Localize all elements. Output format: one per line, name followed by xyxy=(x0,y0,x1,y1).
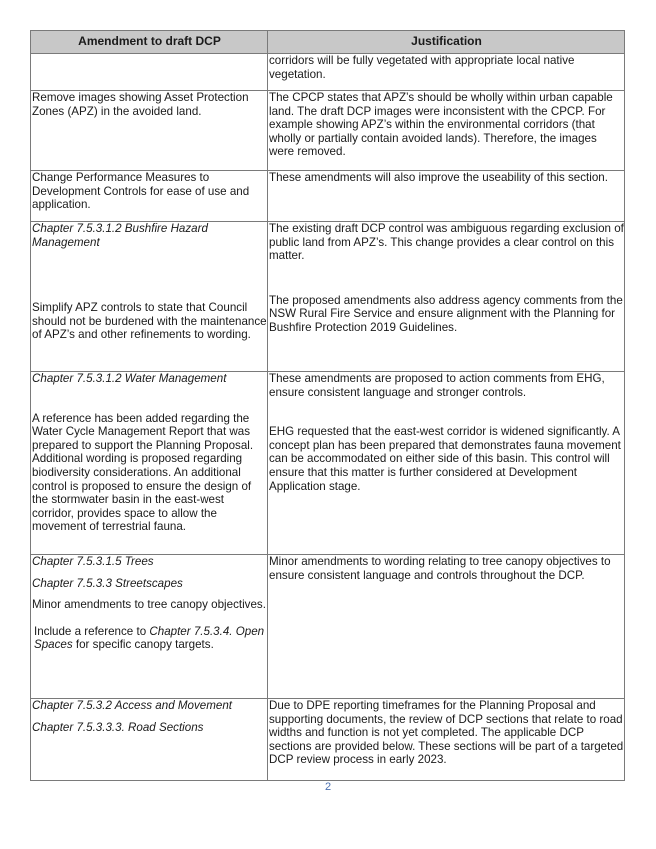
header-amendment: Amendment to draft DCP xyxy=(31,31,268,54)
justification-cell: These amendments will also improve the useability of this section. xyxy=(268,171,625,222)
chapter-heading: Chapter 7.5.3.3 Streetscapes xyxy=(32,576,183,590)
chapter-heading: Chapter 7.5.3.1.5 Trees xyxy=(32,555,154,568)
justification-cell: Minor amendments to wording relating to tree canopy objectives to ensure consistent language and controls throughout the DCP. xyxy=(268,555,625,699)
amendment-cell: Change Performance Measures to Development Controls for ease of use and application. xyxy=(31,171,268,222)
amendment-cell: Remove images showing Asset Protection Zones (APZ) in the avoided land. xyxy=(31,91,268,171)
chapter-heading: Chapter 7.5.3.2 Access and Movement xyxy=(32,699,232,712)
table-row xyxy=(31,171,625,222)
amendment-cell xyxy=(31,54,268,91)
chapter-heading: Chapter 7.5.3.3.3. Road Sections xyxy=(32,720,204,734)
justification-cell: These amendments are proposed to action comments from EHG, ensure consistent language and stronger controls. EHG requested that the east-west corridor is widened significantly. A concept plan has been prepared that demonstrates fauna movement can be accommodated on either side of this basin. This control will ensure that this matter is further considered at Development Application stage. xyxy=(268,372,625,555)
justification-cell: The CPCP states that APZ’s should be wholly within urban capable land. The draft DCP images were inconsistent with the CPCP. For example showing APZ’s within the environmental corridors (that wholly or partially contain avoided lands). Therefore, the images were removed. xyxy=(268,91,625,171)
open-spaces-reference: Include a reference to Chapter 7.5.3.4. Open Spaces for specific canopy targets. xyxy=(34,624,265,652)
table-header-row xyxy=(31,31,625,54)
amendment-cell xyxy=(31,699,268,781)
chapter-heading: Chapter 7.5.3.1.2 Bushfire Hazard Management xyxy=(32,222,208,249)
amendment-cell: Chapter 7.5.3.1.2 Water Management A reference has been added regarding the Water Cycle Management Report that was prepared to support the Planning Proposal. Additional wording is proposed regarding biodiversity considerations. An additional control is proposed to ensure the design of the stormwater basin in the east-west corridor, provides space to allow the movement of terrestrial fauna. xyxy=(31,372,268,555)
table-row xyxy=(31,54,625,91)
header-justification: Justification xyxy=(268,31,625,54)
chapter-heading: Chapter 7.5.3.1.2 Water Management xyxy=(32,372,227,385)
justification-cell: The existing draft DCP control was ambiguous regarding exclusion of public land from APZ’s. This change provides a clear control on this matter. The proposed amendments also address agency comments from the NSW Rural Fire Service and ensure alignment with the Planning for Bushfire Protection 2019 Guidelines. xyxy=(268,222,625,372)
amendment-cell: Chapter 7.5.3.1.5 Trees Chapter 7.5.3.3 Streetscapes Minor amendments to tree canopy objectives. Include a reference to Chapter 7.5.3.4. Open Spaces for specific canopy targets. xyxy=(31,555,268,699)
table-row xyxy=(31,222,625,372)
table-row xyxy=(31,372,625,555)
page-number: 2 xyxy=(324,781,332,793)
table-row xyxy=(31,91,625,171)
justification-cell: corridors will be fully vegetated with appropriate local native vegetation. xyxy=(268,54,625,91)
table-row xyxy=(31,555,625,699)
justification-cell: Due to DPE reporting timeframes for the Planning Proposal and supporting documents, the review of DCP sections that relate to road widths and function is not yet completed. The applicable DCP sections are provided below. These sections will be part of a targeted DCP review process in early 2023. xyxy=(268,699,625,781)
amendment-cell: Chapter 7.5.3.1.2 Bushfire Hazard Management Simplify APZ controls to state that Council should not be burdened with the maintenance of APZ’s and other refinements to wording. xyxy=(31,222,268,372)
amendments-table xyxy=(30,30,625,781)
table-row xyxy=(31,699,625,781)
